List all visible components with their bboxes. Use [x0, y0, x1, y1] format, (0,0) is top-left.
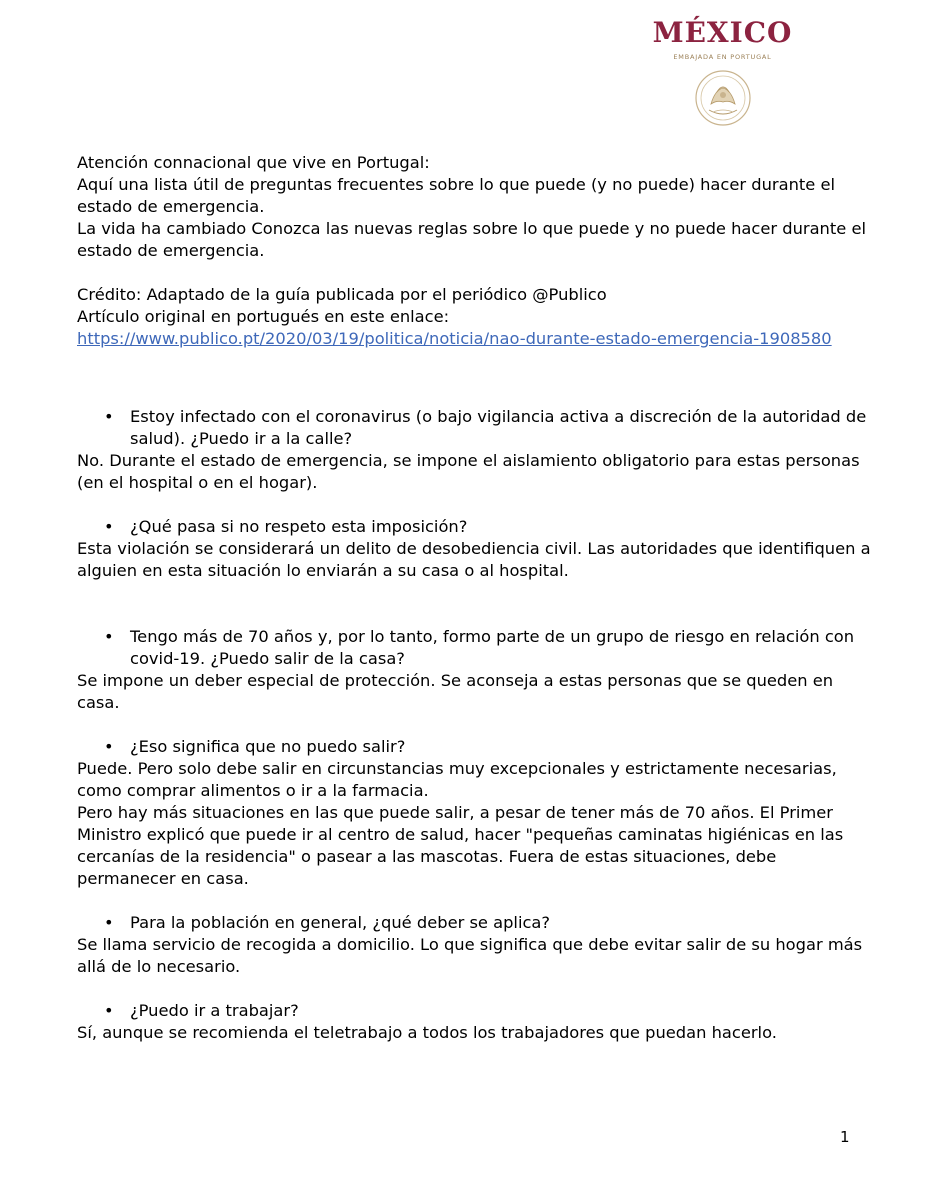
original-article-label: Artículo original en portugués en este enlace: — [77, 307, 450, 326]
faq-item — [77, 626, 877, 714]
embassy-logo — [640, 18, 805, 128]
page-number: 1 — [840, 1128, 850, 1146]
bullet-glyph: • — [104, 737, 114, 756]
faq-answer: Esta violación se considerará un delito de desobediencia civil. Las autoridades que identifiquen a alguien en esta situación lo enviarán a su casa o al hospital. — [77, 539, 871, 580]
faq-question: • ¿Eso significa que no puedo salir? — [104, 737, 406, 756]
faq-question: • Para la población en general, ¿qué deber se aplica? — [104, 913, 551, 932]
faq-question: • Estoy infectado con el coronavirus (o bajo vigilancia activa a discreción de la autoridad de salud). ¿Puedo ir a la calle? — [104, 407, 867, 448]
intro-description: Aquí una lista útil de preguntas frecuentes sobre lo que puede (y no puede) hacer durante el estado de emergencia. — [77, 175, 836, 216]
bullet-glyph: • — [104, 1001, 114, 1020]
original-article-link[interactable]: https://www.publico.pt/2020/03/19/politica/noticia/nao-durante-estado-emergencia-1908580 — [77, 329, 832, 348]
faq-item — [77, 516, 877, 582]
faq-item — [77, 1000, 877, 1044]
faq-question: • Tengo más de 70 años y, por lo tanto, formo parte de un grupo de riesgo en relación con covid-19. ¿Puedo salir de la casa? — [104, 627, 855, 668]
credit-line: Crédito: Adaptado de la guía publicada por el periódico @Publico — [77, 285, 607, 304]
faq-answer: Se llama servicio de recogida a domicilio. Lo que significa que debe evitar salir de su hogar más allá de lo necesario. — [77, 935, 863, 976]
faq-item — [77, 912, 877, 978]
bullet-glyph: • — [104, 407, 114, 426]
intro-greeting: Atención connacional que vive en Portugal: — [77, 153, 430, 172]
faq-answer: Sí, aunque se recomienda el teletrabajo a todos los trabajadores que puedan hacerlo. — [77, 1023, 777, 1042]
faq-item — [77, 406, 877, 494]
faq-answer: Puede. Pero solo debe salir en circunstancias muy excepcionales y estrictamente necesarias, como comprar alimentos o ir a la farmacia. — [77, 759, 837, 800]
logo-subtitle: EMBAJADA EN PORTUGAL — [673, 53, 772, 61]
bullet-glyph: • — [104, 627, 114, 646]
faq-item — [77, 736, 877, 890]
faq-question: • ¿Qué pasa si no respeto esta imposición? — [104, 517, 468, 536]
faq-answer: Pero hay más situaciones en las que puede salir, a pesar de tener más de 70 años. El Primer Ministro explicó que puede ir al centro de salud, hacer "pequeñas caminatas higiénicas en las cercanías de la residencia" o pasear a las mascotas. Fuera de estas situaciones, debe permanecer en casa. — [77, 803, 844, 888]
bullet-glyph: • — [104, 517, 114, 536]
logo-wordmark: MÉXICO — [652, 16, 793, 49]
bullet-glyph: • — [104, 913, 114, 932]
intro-notice: La vida ha cambiado Conozca las nuevas reglas sobre lo que puede y no puede hacer durante el estado de emergencia. — [77, 219, 866, 260]
faq-question: • ¿Puedo ir a trabajar? — [104, 1001, 299, 1020]
faq-answer: Se impone un deber especial de protección. Se aconseja a estas personas que se queden en casa. — [77, 671, 834, 712]
coat-of-arms-seal-icon — [693, 68, 753, 128]
document-body — [77, 152, 877, 1044]
faq-answer: No. Durante el estado de emergencia, se impone el aislamiento obligatorio para estas personas (en el hospital o en el hogar). — [77, 451, 860, 492]
